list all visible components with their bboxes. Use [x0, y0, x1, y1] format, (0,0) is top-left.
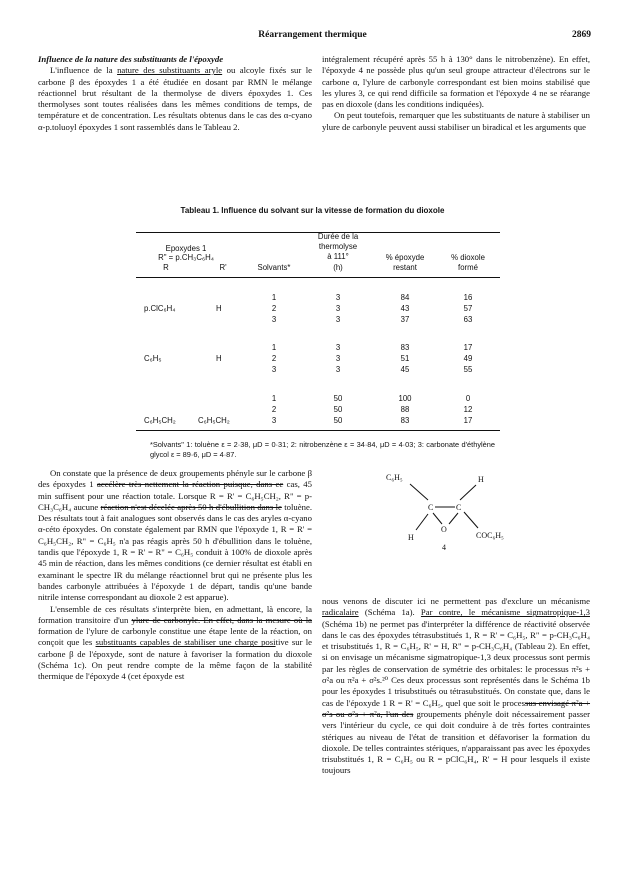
text-run: formation de l'ylure de carbonyle constitue une étape lente de la réaction, on conçoit que les — [38, 626, 312, 648]
table-cell: 3 — [335, 304, 341, 313]
struck-text: réaction n'est décelée après 50 h d'ébullition dans le — [100, 501, 282, 512]
column-bottom-left — [38, 468, 312, 683]
page-number: 2869 — [572, 30, 591, 40]
table-cell: 2 — [271, 354, 277, 363]
table-cell: 83 — [400, 343, 410, 352]
text-run: nous venons de discuter ici ne permettent pas d'exclure un mécanisme — [322, 596, 590, 606]
column-bottom-right — [322, 596, 590, 777]
underlined-text: Par contre, le mécanisme sigmatropique-1,3 — [420, 607, 590, 618]
table-header-rule — [136, 277, 500, 278]
table-cell: 1 — [271, 293, 277, 302]
bond-c-o-left — [433, 513, 442, 524]
table-header-epoxyde-2: restant — [393, 263, 417, 272]
table-cell: 49 — [463, 354, 473, 363]
table-header-solvants: Solvants* — [257, 263, 291, 272]
table-row-label-rp: H — [216, 304, 222, 313]
table-cell: 50 — [333, 394, 343, 403]
table-row-label-r: C₆H₅CH₂ — [144, 416, 176, 425]
table-cell: 0 — [465, 394, 471, 403]
table-bottom-rule — [136, 430, 500, 431]
table-header-r2: R" = p.CH₃C₆H₄ — [158, 253, 214, 262]
data-table — [136, 232, 500, 432]
table-cell: 51 — [400, 354, 410, 363]
table-row-label-rp: H — [216, 354, 222, 363]
bond-c6h5 — [410, 484, 428, 500]
table-header-rp: R' — [219, 263, 227, 272]
label-c-left: C — [428, 503, 434, 512]
table-cell: 2 — [271, 304, 277, 313]
bond-coc6h5 — [464, 512, 478, 528]
table-caption: Tableau 1. Influence du solvant sur la vitesse de formation du dioxole — [180, 206, 445, 215]
table-cell: 63 — [463, 315, 473, 324]
table-cell: 3 — [335, 315, 341, 324]
bond-c-o-right — [449, 513, 458, 524]
text-run: tive sur le carbone β de l'époxyde, sont de nature à favoriser la formation du dioxole (Schéma 1c). On peut rendre compte de la même façon de la stabilité thermique de l'époxyde 4 (cet époxyde est — [38, 637, 313, 682]
table-cell: 45 — [400, 365, 410, 374]
table-cell: 16 — [463, 293, 473, 302]
table-cell: 3 — [335, 354, 341, 363]
text-run: On constate que la présence de deux groupements phényle sur le carbone β des époxydes 1 — [38, 468, 312, 490]
label-c-right: C — [456, 503, 462, 512]
table-cell: 12 — [463, 405, 473, 414]
underlined-text: nature des substituants aryle — [117, 65, 223, 76]
text-run: L'ensemble de ces résultats s'interprète bien, en admettant, là encore, la formation transitoire d'un — [38, 603, 312, 625]
table-cell: 50 — [333, 405, 343, 414]
paragraph: On peut toutefois, remarquer que les substituants de nature à stabiliser un ylure de carbonyle peuvent aussi stabiliser un biradical et les arguments que — [322, 110, 590, 132]
bond-h-top — [460, 485, 476, 500]
table-cell: 2 — [271, 405, 277, 414]
table-header-epoxyde-1: % époxyde — [385, 253, 425, 262]
text-run: (Schéma 1b) ne permet pas d'interpréter la différence de réactivité observée dans le cas des époxydes tétrasubstitués 1, R = R' = C₆H₅, R" = p-CH₃C₆H₄ et trisubstitués 1, R = C₆H₅, R' = H, R" = p-CH₃C₆H₄ (Tableau 2). En effet, si on envisage un mécanisme sigmatropique-1,3 deux processus sont permis par les règles de conservation de symétrie des orbitales: le processus π²s + σ²a ou π²a + σ²s.²⁰ Ces deux processus sont représentés dans le Schéma 1b pour les époxydes 1 trisubstitués ou tétrasubstitués. On constate que, dans le cas de l'époxyde 1 R = R' = C₆H₅, quel que soit le proces — [322, 618, 590, 708]
underlined-text: radicalaire — [322, 607, 359, 618]
table-cell: 50 — [333, 416, 343, 425]
text-run: ou alcoyle fixés sur le carbone β des époxydes 1 a été étudiée en dosant par RMN le mélange réactionnel brut résultant de la thermolyse de divers époxydes 1. Ces thermolyses sont toutes réalisées dans les mêmes conditions de temps, de température et de concentration. Les résultats obtenus dans le cas des α-cyano α-p.toluoyl époxydes 1 sont rassemblés dans le Tableau 2. — [38, 65, 313, 132]
table-cell: 3 — [271, 416, 277, 425]
table-header-duree-4: (h) — [333, 263, 343, 272]
struck-text: sus envisagé π²a + σ²s ou σ²s + π²a, l'un des — [322, 697, 591, 719]
paragraph — [38, 604, 312, 683]
structure-drawing — [380, 468, 530, 588]
table-cell: 83 — [400, 416, 410, 425]
compound-number: 4 — [442, 543, 446, 552]
label-h-top: H — [478, 475, 484, 484]
underlined-text: substituants capables de stabiliser une charge posi — [95, 637, 276, 648]
text-run: L'influence de la — [50, 65, 118, 76]
table-cell: 3 — [335, 293, 341, 302]
label-coc6h5: COC₆H₅ — [476, 531, 504, 540]
paragraph — [38, 65, 312, 133]
table-row-label-r: p.ClC₆H₄ — [144, 304, 176, 313]
paragraph — [38, 468, 312, 604]
table-header-dioxole-2: formé — [458, 263, 478, 272]
table-header-duree-1: Durée de la — [317, 232, 359, 241]
table-cell: 100 — [398, 394, 412, 403]
table-cell: 3 — [271, 315, 277, 324]
running-head — [0, 30, 625, 44]
table-cell: 37 — [400, 315, 410, 324]
table-header-duree-2: thermolyse — [318, 242, 358, 251]
table-cell: 57 — [463, 304, 473, 313]
table-cell: 55 — [463, 365, 473, 374]
paragraph: intégralement récupéré après 55 h à 130° dans le nitrobenzène). En effet, l'époxyde 4 ne possède plus qu'un seul groupe attracteur d'électrons sur le carbone α, l'ylure de carbonyle correspondant est bien moins stabilisé que les ylures 3, ce qui rend difficile sa formation et l'époxyde 4 ne se réarange pas en dioxole (dans les conditions indiquées). — [322, 54, 590, 110]
table-cell: 17 — [463, 343, 473, 352]
table-header-epoxydes: Epoxydes 1 — [165, 244, 207, 253]
table-cell: 1 — [271, 394, 277, 403]
text-run: cas, 45 min suffisent pour une réaction totale. Lorsque R = R' = C₆H₅CH₂, R" = p-CH₃C₆H₄ aucune — [38, 479, 312, 512]
table-header-r: R — [163, 263, 169, 272]
table-header-dioxole-1: % dioxole — [451, 253, 485, 262]
text-run: groupements phényle doit nécessairement passer vers l'intérieur du cycle, ce qui doit conduire à de très fortes contraintes stériques au niveau de l'état de transition et défavoriser la formation du dioxole. De telles contraintes stériques, n'apparaissant pas avec les époxydes trisubstitués 1, R = C₆H₅ ou R = pClC₆H₄, R' = H pour lesquels il existe toujours — [322, 708, 590, 776]
paragraph — [322, 596, 590, 777]
epoxide-4-structure — [380, 468, 530, 588]
table-row-label-rp: C₆H₅CH₂ — [198, 416, 230, 425]
table-cell: 1 — [271, 343, 277, 352]
struck-text: ylure de carbonyle. En effet, dans la mesure où la — [131, 614, 312, 625]
table-cell: 3 — [271, 365, 277, 374]
running-head-title: Réarrangement thermique — [258, 30, 367, 40]
table-cell: 84 — [400, 293, 410, 302]
table-cell: 88 — [400, 405, 410, 414]
label-o: O — [441, 525, 447, 534]
table-cell: 43 — [400, 304, 410, 313]
label-c6h5: C₆H₅ — [386, 473, 403, 482]
text-run: (Schéma 1a). — [358, 607, 421, 618]
table-cell: 17 — [463, 416, 473, 425]
section-heading: Influence de la nature des substituants de l'époxyde — [38, 54, 224, 64]
table-cell: 3 — [335, 343, 341, 352]
table-header-duree-3: à 111° — [327, 252, 349, 261]
bond-h-bottom — [416, 514, 428, 530]
table-footnote: *Solvants" 1: toluène ε = 2·38, μD = 0·31; 2: nitrobenzène ε = 34·84, μD = 4·03; 3: carbonate d'éthylène glycol ε = 89·6, μD = 4·87. — [150, 440, 495, 459]
struck-text: accélère très nettement la réaction puisque, dans ce — [96, 479, 284, 490]
column-top-left — [38, 54, 312, 133]
text-run: toluène. Des résultats tout à fait analogues sont observés dans le cas des aryles α-cyano α-céto époxydes. On constate également par RMN que l'époxyde 1, R = R' = C₆H₅CH₂, R" = C₆H₅ n'a pas réagis après 50 h d'ébullition dans le toluène, tandis que l'époxyde 1, R = R' = R" = C₆H₅ conduit à 100% de dioxole après 45 min de réaction, dans les mêmes conditions (ce dernier résultat est établi en examinant le spectre IR du mélange réactionnel brut qui ne présente plus les bandes carbonyle attribuées à l'époxyde 1 de départ, tandis qu'une bande nitrile intense correspondant au dioxole 2 est apparue). — [38, 501, 313, 603]
column-top-right — [322, 54, 590, 133]
table-cell: 3 — [335, 365, 341, 374]
table-row-label-r: C₆H₅ — [144, 354, 162, 363]
label-h-bottom: H — [408, 533, 414, 542]
